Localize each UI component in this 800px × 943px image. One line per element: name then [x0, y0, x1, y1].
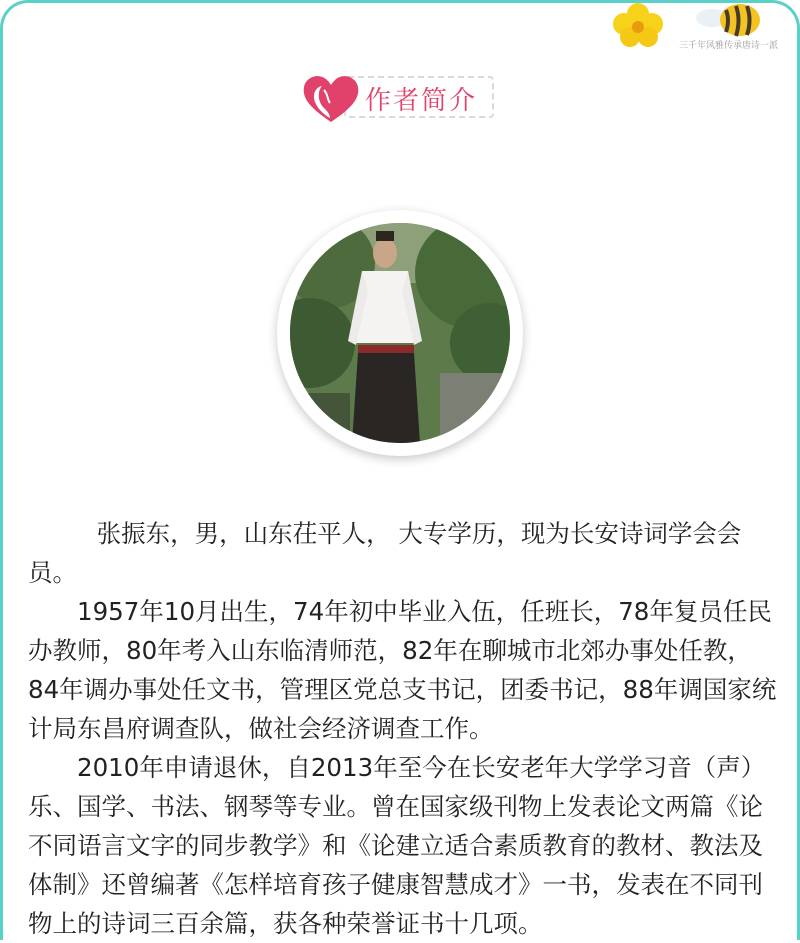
watermark-text: 三千年风雅传承唐诗一派 [678, 41, 778, 51]
flower-bee-decoration [610, 0, 780, 60]
section-header-badge [300, 72, 496, 122]
heart-face-icon [300, 72, 362, 126]
bio-paragraph: 2010年申请退休，自2013年至今在长安老年大学学习音（声）乐、国学、书法、钢琴等专业。曾在国家级刊物上发表论文两篇《论不同语言文字的同步教学》和《论建立适合素质教育的教材、教法及体制》还曾编著《怎样培育孩子健康智慧成才》一书，发表在不同刊物上的诗词三百余篇，获各种荣誉证书十几项。 [28, 753, 766, 938]
yellow-flower-icon [613, 3, 663, 47]
bee-icon [696, 4, 760, 36]
bio-paragraph: 张振东，男，山东茌平人， 大专学历，现为长安诗词学会会员。 [28, 519, 742, 587]
author-portrait-photo [290, 223, 510, 443]
avatar-frame [277, 210, 523, 456]
section-title: 作者简介 [365, 86, 478, 116]
author-bio [28, 514, 780, 943]
bio-paragraph: 1957年10月出生，74年初中毕业入伍，任班长，78年复员任民办教师，80年考入山东临清师范，82年在聊城市北郊办事处任教，84年调办事处任文书，管理区党总支书记，团委书记，88年调国家统计局东昌府调查队，做社会经济调查工作。 [28, 597, 777, 743]
